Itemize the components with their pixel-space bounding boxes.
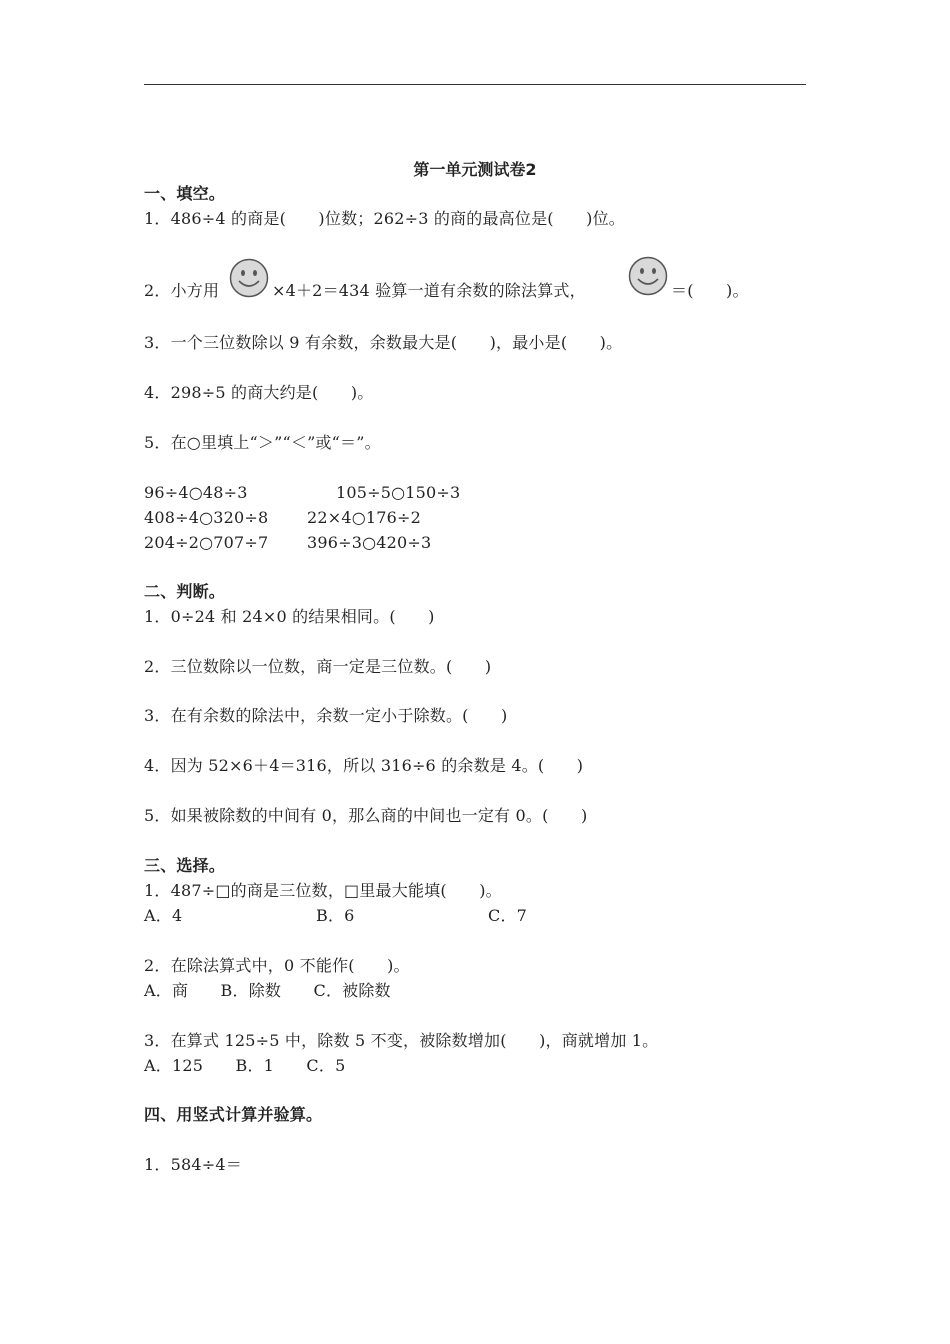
- section-judge-heading: 二、判断。: [144, 582, 226, 601]
- section-choice-heading: 三、选择。: [144, 856, 226, 875]
- choice-options-2: A．商 B．除数 C．被除数: [144, 981, 391, 1000]
- choice-option: B．6: [316, 906, 355, 925]
- section-fill-heading: 一、填空。: [144, 184, 226, 203]
- judge-question-1: 1．0÷24 和 24×0 的结果相同。( ): [144, 607, 435, 626]
- fill-question-4: 4．298÷5 的商大约是( )。: [144, 383, 374, 402]
- choice-question-2: 2．在除法算式中，0 不能作( )。: [144, 956, 410, 975]
- compare-item: 22×4○176÷2: [307, 508, 422, 527]
- choice-option: A．4: [144, 906, 183, 925]
- fill-question-2-part-a: 2．小方用: [144, 281, 220, 300]
- fill-question-5: 5．在○里填上“＞”“＜”或“＝”。: [144, 433, 381, 452]
- choice-question-3: 3．在算式 125÷5 中，除数 5 不变，被除数增加( )，商就增加 1。: [144, 1031, 659, 1050]
- header-rule: [144, 84, 806, 85]
- choice-options-3: A．125 B．1 C．5: [144, 1056, 346, 1075]
- smiley-icon: [229, 258, 269, 298]
- choice-question-1: 1．487÷□的商是三位数，□里最大能填( )。: [144, 881, 502, 900]
- compare-item: 96÷4○48÷3: [144, 483, 248, 502]
- judge-question-3: 3．在有余数的除法中，余数一定小于除数。( ): [144, 706, 508, 725]
- page-title: 第一单元测试卷2: [413, 160, 537, 179]
- fill-question-3: 3．一个三位数除以 9 有余数，余数最大是( )，最小是( )。: [144, 333, 623, 352]
- section-calc-heading: 四、用竖式计算并验算。: [144, 1105, 323, 1124]
- compare-item: 408÷4○320÷8: [144, 508, 269, 527]
- judge-question-5: 5．如果被除数的中间有 0，那么商的中间也一定有 0。( ): [144, 806, 588, 825]
- choice-option: C．7: [488, 906, 528, 925]
- judge-question-4: 4．因为 52×6＋4＝316，所以 316÷6 的余数是 4。( ): [144, 756, 584, 775]
- calc-question-1: 1．584÷4＝: [144, 1155, 242, 1174]
- fill-question-2-part-b: ×4＋2＝434 验算一道有余数的除法算式，: [272, 281, 586, 300]
- compare-item: 105÷5○150÷3: [336, 483, 461, 502]
- fill-question-1: 1．486÷4 的商是( )位数；262÷3 的商的最高位是( )位。: [144, 209, 625, 228]
- fill-question-2-part-c: ＝( )。: [671, 281, 749, 300]
- smiley-icon: [628, 256, 668, 296]
- judge-question-2: 2．三位数除以一位数，商一定是三位数。( ): [144, 657, 492, 676]
- compare-item: 204÷2○707÷7: [144, 533, 269, 552]
- compare-item: 396÷3○420÷3: [307, 533, 432, 552]
